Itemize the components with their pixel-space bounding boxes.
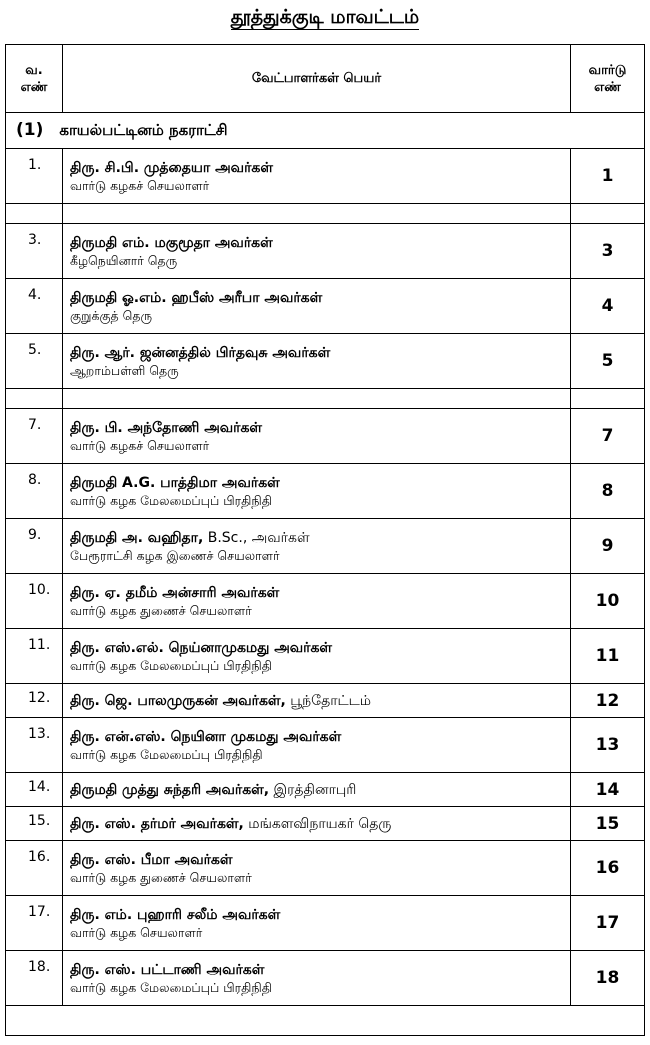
candidate-table: [5, 44, 645, 1036]
ward-header-line1: வார்டு: [588, 62, 627, 78]
page-title: [0, 6, 650, 31]
candidate-role: வார்டு கழக மேலமைப்புப் பிரதிநிதி: [70, 657, 272, 673]
candidate-role: வார்டு கழகச் செயலாளர்: [70, 437, 210, 453]
candidate-name-line: [70, 692, 570, 710]
blank-cell: [63, 389, 571, 409]
table-row: [6, 951, 645, 1006]
candidate-role: வார்டு கழக மேலமைப்புப் பிரதிநிதி: [70, 979, 272, 995]
blank-cell: [63, 204, 571, 224]
ward-number-header: [571, 45, 645, 113]
blank-cell: [6, 389, 63, 409]
candidate-name-line: [70, 419, 570, 437]
table-row: [6, 334, 645, 389]
ward-number-cell: 1: [571, 149, 645, 204]
serial-number-cell: 12.: [6, 684, 63, 718]
candidate-name-header: வேட்பாளர்கள் பெயர்: [63, 45, 571, 113]
serial-number-cell: 8.: [6, 464, 63, 519]
candidate-name: திரு. எஸ். தர்மர் அவர்கள்,: [70, 815, 244, 832]
candidate-name-line: [70, 961, 570, 979]
candidate-name: திருமதி முத்து சுந்தரி அவர்கள்,: [70, 781, 270, 798]
ward-number-cell: 8: [571, 464, 645, 519]
candidate-name: திரு. ஏ. தமீம் அன்சாரி அவர்கள்: [70, 584, 280, 601]
candidate-name: திருமதி ஓ.எம். ஹபீஸ் அரீபா அவர்கள்: [70, 289, 323, 306]
candidate-cell: [63, 279, 571, 334]
candidate-name-line: [70, 815, 570, 833]
table-row: [6, 629, 645, 684]
serial-number-cell: 11.: [6, 629, 63, 684]
table-row: [6, 464, 645, 519]
section-cell: [6, 113, 645, 149]
candidate-cell: [63, 807, 571, 841]
candidate-role: ஆறாம்பள்ளி தெரு: [70, 362, 179, 378]
ward-number-cell: 3: [571, 224, 645, 279]
ward-number-cell: 14: [571, 773, 645, 807]
ward-number-cell: 15: [571, 807, 645, 841]
ward-number-cell: 4: [571, 279, 645, 334]
candidate-role: வார்டு கழக செயலாளர்: [70, 924, 203, 940]
table-row: [6, 841, 645, 896]
blank-cell: [6, 204, 63, 224]
candidate-name: திரு. எம். புஹாரி சலீம் அவர்கள்: [70, 906, 281, 923]
serial-number-cell: 3.: [6, 224, 63, 279]
candidate-name: திரு. எஸ்.எல். நெய்னாமுகமது அவர்கள்: [70, 639, 333, 656]
candidate-cell: [63, 773, 571, 807]
ward-number-cell: 7: [571, 409, 645, 464]
ward-number-cell: 9: [571, 519, 645, 574]
ward-number-cell: 16: [571, 841, 645, 896]
candidate-cell: [63, 896, 571, 951]
candidate-cell: [63, 464, 571, 519]
candidate-cell: [63, 409, 571, 464]
table-row: [6, 519, 645, 574]
candidate-name-line: [70, 906, 570, 924]
candidate-cell: [63, 718, 571, 773]
serial-number-cell: 10.: [6, 574, 63, 629]
section-number: (1): [16, 120, 44, 140]
candidate-cell: [63, 574, 571, 629]
table-row: [6, 896, 645, 951]
table-row: [6, 574, 645, 629]
candidate-name: திரு. ஆர். ஜன்னத்தில் பிர்தவுசு அவர்கள்: [70, 344, 331, 361]
candidate-name: திரு. எஸ். பட்டாணி அவர்கள்: [70, 961, 265, 978]
candidate-name: திரு. பி. அந்தோணி அவர்கள்: [70, 419, 263, 436]
candidate-role: குறுக்குத் தெரு: [70, 307, 153, 323]
serial-number-cell: 1.: [6, 149, 63, 204]
candidate-role: வார்டு கழக துணைச் செயலாளர்: [70, 869, 252, 885]
candidate-name-suffix: இரத்தினாபுரி: [269, 781, 357, 798]
candidate-cell: [63, 684, 571, 718]
serial-number-header: [6, 45, 63, 113]
candidate-role: கீழநெயினார் தெரு: [70, 252, 178, 268]
candidate-cell: [63, 334, 571, 389]
candidate-name-line: [70, 344, 570, 362]
ward-number-cell: 5: [571, 334, 645, 389]
table-row: [6, 149, 645, 204]
ward-number-cell: 17: [571, 896, 645, 951]
ward-header-line2: எண்: [594, 79, 621, 95]
table-row: [6, 279, 645, 334]
trailing-cell: [6, 1006, 645, 1036]
candidate-role: வார்டு கழக மேலமைப்புப் பிரதிநிதி: [70, 492, 272, 508]
blank-row: [6, 204, 645, 224]
ward-number-cell: 10: [571, 574, 645, 629]
serial-number-cell: 14.: [6, 773, 63, 807]
serial-header-line2: எண்: [20, 79, 48, 95]
table-row: [6, 718, 645, 773]
candidate-role: வார்டு கழகச் செயலாளர்: [70, 177, 210, 193]
serial-number-cell: 9.: [6, 519, 63, 574]
table-row: [6, 773, 645, 807]
candidate-name-line: [70, 234, 570, 252]
blank-cell: [571, 389, 645, 409]
candidate-name-line: [70, 289, 570, 307]
blank-row: [6, 389, 645, 409]
candidate-name: திருமதி A.G. பாத்திமா அவர்கள்: [70, 474, 280, 491]
serial-number-cell: 4.: [6, 279, 63, 334]
candidate-name-line: [70, 529, 570, 547]
candidate-cell: [63, 629, 571, 684]
serial-number-cell: 15.: [6, 807, 63, 841]
candidate-role: வார்டு கழக துணைச் செயலாளர்: [70, 602, 252, 618]
candidate-name-line: [70, 584, 570, 602]
candidate-name-suffix: பூந்தோட்டம்: [285, 692, 372, 709]
serial-number-cell: 13.: [6, 718, 63, 773]
serial-number-cell: 7.: [6, 409, 63, 464]
candidate-role: பேரூராட்சி கழக இணைச் செயலாளர்: [70, 547, 280, 563]
section-label: காயல்பட்டினம் நகராட்சி: [59, 121, 228, 139]
candidate-name: திரு. சி.பி. முத்தையா அவர்கள்: [70, 159, 273, 176]
table-row: [6, 224, 645, 279]
serial-number-cell: 17.: [6, 896, 63, 951]
table-row: [6, 409, 645, 464]
candidate-cell: [63, 149, 571, 204]
candidate-name: திருமதி அ. வஹிதா,: [70, 529, 204, 546]
ward-number-cell: 12: [571, 684, 645, 718]
blank-cell: [571, 204, 645, 224]
candidate-name: திருமதி எம். மகுமூதா அவர்கள்: [70, 234, 273, 251]
candidate-name-suffix: B.Sc., அவர்கள்: [203, 529, 310, 546]
candidate-name-suffix: மங்களவிநாயகர் தெரு: [243, 815, 392, 832]
serial-number-cell: 16.: [6, 841, 63, 896]
trailing-row: [6, 1006, 645, 1036]
table-row: [6, 807, 645, 841]
candidate-cell: [63, 951, 571, 1006]
ward-number-cell: 18: [571, 951, 645, 1006]
candidate-name-line: [70, 728, 570, 746]
candidate-name-line: [70, 781, 570, 799]
candidate-name-line: [70, 851, 570, 869]
candidate-name: திரு. என்.எஸ். நெயினா முகமது அவர்கள்: [70, 728, 342, 745]
candidate-name: திரு. எஸ். பீமா அவர்கள்: [70, 851, 233, 868]
candidate-cell: [63, 224, 571, 279]
table-row: [6, 684, 645, 718]
serial-number-cell: 18.: [6, 951, 63, 1006]
ward-number-cell: 13: [571, 718, 645, 773]
candidate-cell: [63, 519, 571, 574]
table-header-row: [6, 45, 645, 113]
serial-number-cell: 5.: [6, 334, 63, 389]
candidate-name-line: [70, 639, 570, 657]
ward-number-cell: 11: [571, 629, 645, 684]
serial-header-line1: வ.: [25, 62, 43, 78]
candidate-name: திரு. ஜெ. பாலமுருகன் அவர்கள்,: [70, 692, 286, 709]
candidate-name-line: [70, 159, 570, 177]
candidate-cell: [63, 841, 571, 896]
district-title-text: தூத்துக்குடி மாவட்டம்: [230, 6, 420, 28]
candidate-name-line: [70, 474, 570, 492]
candidate-role: வார்டு கழக மேலமைப்பு பிரதிநிதி: [70, 746, 263, 762]
section-row: [6, 113, 645, 149]
